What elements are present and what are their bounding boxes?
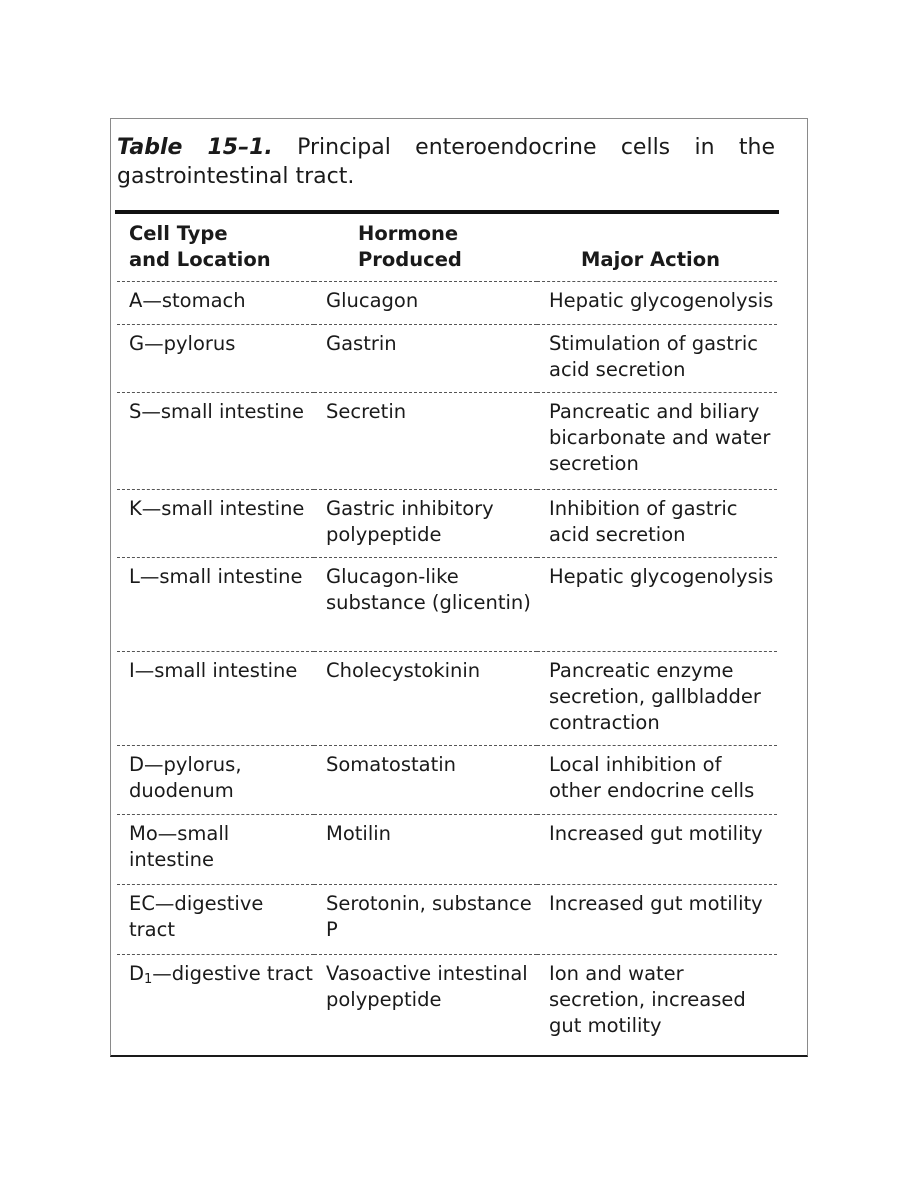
hormone: Secretin xyxy=(314,392,537,489)
table-row xyxy=(117,392,777,489)
cell-type: EC—digestive tract xyxy=(117,884,314,954)
hormone: Serotonin, substance P xyxy=(314,884,537,954)
major-action: Stimulation of gastric acid secretion xyxy=(537,324,777,392)
cell-type: K—small intestine xyxy=(117,489,314,557)
header-hormone-line2: Produced xyxy=(358,247,462,271)
hormone: Gastrin xyxy=(314,324,537,392)
hormone: Cholecystokinin xyxy=(314,651,537,745)
table-row xyxy=(117,745,777,814)
cell-type: D—pylorus, duodenum xyxy=(117,745,314,814)
header-cell-type-line1: Cell Type xyxy=(129,221,228,245)
header-row xyxy=(117,217,777,281)
cell-type: I—small intestine xyxy=(117,651,314,745)
caption-label: Table 15–1. xyxy=(117,135,273,160)
table-row xyxy=(117,954,777,1048)
cell-type: S—small intestine xyxy=(117,392,314,489)
major-action: Local inhibition of other endocrine cells xyxy=(537,745,777,814)
cell-type xyxy=(117,954,314,1048)
major-action: Pancreatic enzyme secretion, gallbladder contraction xyxy=(537,651,777,745)
cell-type: A—stomach xyxy=(117,281,314,324)
major-action: Increased gut motility xyxy=(537,884,777,954)
header-cell-type-line2: and Location xyxy=(129,247,271,271)
hormone: Motilin xyxy=(314,814,537,884)
cell-type-subscript: 1 xyxy=(144,971,153,987)
major-action: Hepatic glycogenolysis xyxy=(537,557,777,651)
table-row xyxy=(117,557,777,651)
major-action: Pancreatic and biliary bicarbonate and water secretion xyxy=(537,392,777,489)
hormone: Glucagon-like substance (glicentin) xyxy=(314,557,537,651)
major-action: Hepatic glycogenolysis xyxy=(537,281,777,324)
header-hormone-line1: Hormone xyxy=(358,221,459,245)
table-row xyxy=(117,281,777,324)
cell-type: Mo—small intestine xyxy=(117,814,314,884)
cell-type: L—small intestine xyxy=(117,557,314,651)
table-row xyxy=(117,651,777,745)
header-rule xyxy=(115,210,779,214)
table-row xyxy=(117,489,777,557)
header-action: Major Action xyxy=(537,217,777,281)
cell-type: G—pylorus xyxy=(117,324,314,392)
enteroendocrine-table xyxy=(117,217,777,1048)
cell-type-suffix: —digestive tract xyxy=(152,961,313,985)
header-hormone xyxy=(314,217,537,281)
hormone: Somatostatin xyxy=(314,745,537,814)
table-row xyxy=(117,814,777,884)
table-row xyxy=(117,324,777,392)
table-row xyxy=(117,884,777,954)
cell-type-prefix: D xyxy=(129,961,145,985)
major-action: Increased gut motility xyxy=(537,814,777,884)
header-cell-type xyxy=(117,217,314,281)
major-action: Inhibition of gastric acid secretion xyxy=(537,489,777,557)
table-caption xyxy=(117,133,775,191)
major-action: Ion and water secretion, increased gut motility xyxy=(549,961,746,1037)
hormone: Glucagon xyxy=(314,281,537,324)
hormone: Vasoactive intestinal polypeptide xyxy=(326,961,528,1011)
table-frame xyxy=(110,118,808,1057)
hormone: Gastric inhibitory polypeptide xyxy=(314,489,537,557)
caption-text: Principal enteroendocrine cells in the gastrointestinal tract. xyxy=(117,135,775,189)
